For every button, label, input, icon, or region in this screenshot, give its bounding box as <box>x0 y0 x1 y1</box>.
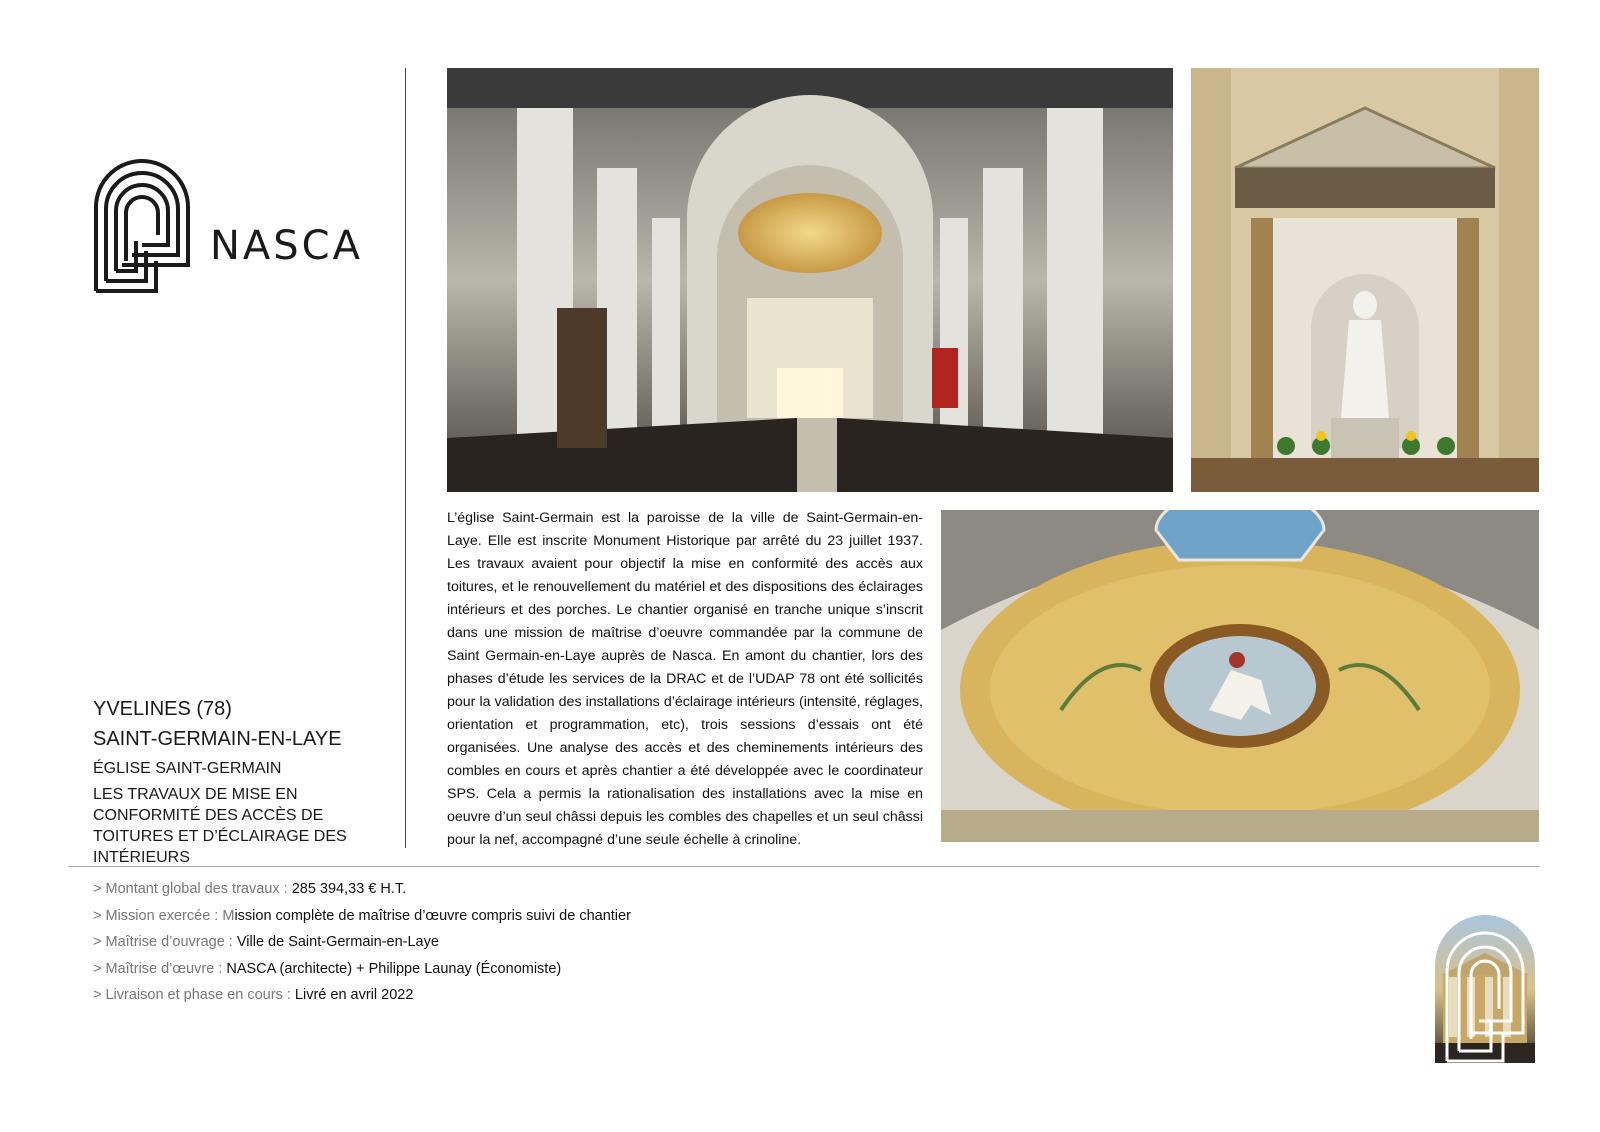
nasca-logo <box>92 155 382 295</box>
fact-mission <box>93 903 993 930</box>
fact-label: > Maîtrise d’ouvrage : <box>93 934 237 950</box>
fact-architect <box>93 956 993 983</box>
fact-label: > Montant global des travaux : <box>93 881 292 897</box>
horizontal-divider <box>68 866 1540 867</box>
fact-budget <box>93 876 993 903</box>
fact-value: NASCA (architecte) + Philippe Launay (Économiste) <box>226 960 562 977</box>
fact-value: Livré en avril 2022 <box>294 987 414 1003</box>
project-facts <box>93 876 993 1009</box>
photo-dome-painting <box>941 510 1539 842</box>
project-city: SAINT-GERMAIN-EN-LAYE <box>93 728 342 750</box>
nasca-emblem <box>1433 915 1537 1065</box>
fact-delivery <box>93 982 993 1009</box>
project-building: ÉGLISE SAINT-GERMAIN <box>93 760 282 777</box>
photo-statue-niche <box>1191 68 1539 492</box>
fact-value: ission complète de maîtrise d’œuvre compris suivi de chantier <box>234 907 631 924</box>
project-region: YVELINES (78) <box>93 698 232 720</box>
vertical-divider <box>405 68 406 848</box>
nasca-arch-icon <box>92 155 192 295</box>
fact-value: 285 394,33 € H.T. <box>291 881 407 897</box>
brand-name: NASCA <box>210 223 363 269</box>
project-title: LES TRAVAUX DE MISE EN CONFORMITÉ DES ACCÈS DE TOITURES ET D’ÉCLAIRAGE DES INTÉRIEURS <box>93 786 347 866</box>
arch-photo-icon <box>1433 915 1537 1065</box>
fact-label: > Mission exercée : M <box>93 907 235 924</box>
project-description: L’église Saint-Germain est la paroisse de la ville de Saint-Germain-en-Laye. Elle est inscrite Monument Historique par arrêté du 23 juillet 1937. Les travaux avaient pour objectif la mise en conformité des accès aux toitures, et le renouvellement du matériel et des dispositions des éclairages intérieurs et des porches. Le chantier organisé en tranche unique s’inscrit dans une mission de maîtrise d’oeuvre commandée par la commune de Saint Germain-en-Laye auprès de Nasca. En amont du chantier, lors des phases d’étude les services de la DRAC et de l’UDAP 78 ont été sollicités pour la validation des installations d’éclairage intérieurs (intensité, réglages, orientation et programmation, etc), trois sessions d’essais ont été organisées. Une analyse des accès et des cheminements intérieurs des combles en cours et après chantier a été développée avec le coordinateur SPS. Cela a permis la rationalisation des installations avec la mise en oeuvre d’un seul châssi depuis les combles des chapelles et un seul châssi pour la nef, accompagné d’une seule échelle à crinoline. <box>447 510 923 848</box>
photo-nave-interior <box>447 68 1173 492</box>
project-info <box>93 694 403 868</box>
fact-value: Ville de Saint-Germain-en-Laye <box>236 934 439 950</box>
fact-label: > Maîtrise d’œuvre : <box>93 960 227 977</box>
fact-client <box>93 929 993 956</box>
fact-label: > Livraison et phase en cours : <box>93 987 295 1003</box>
